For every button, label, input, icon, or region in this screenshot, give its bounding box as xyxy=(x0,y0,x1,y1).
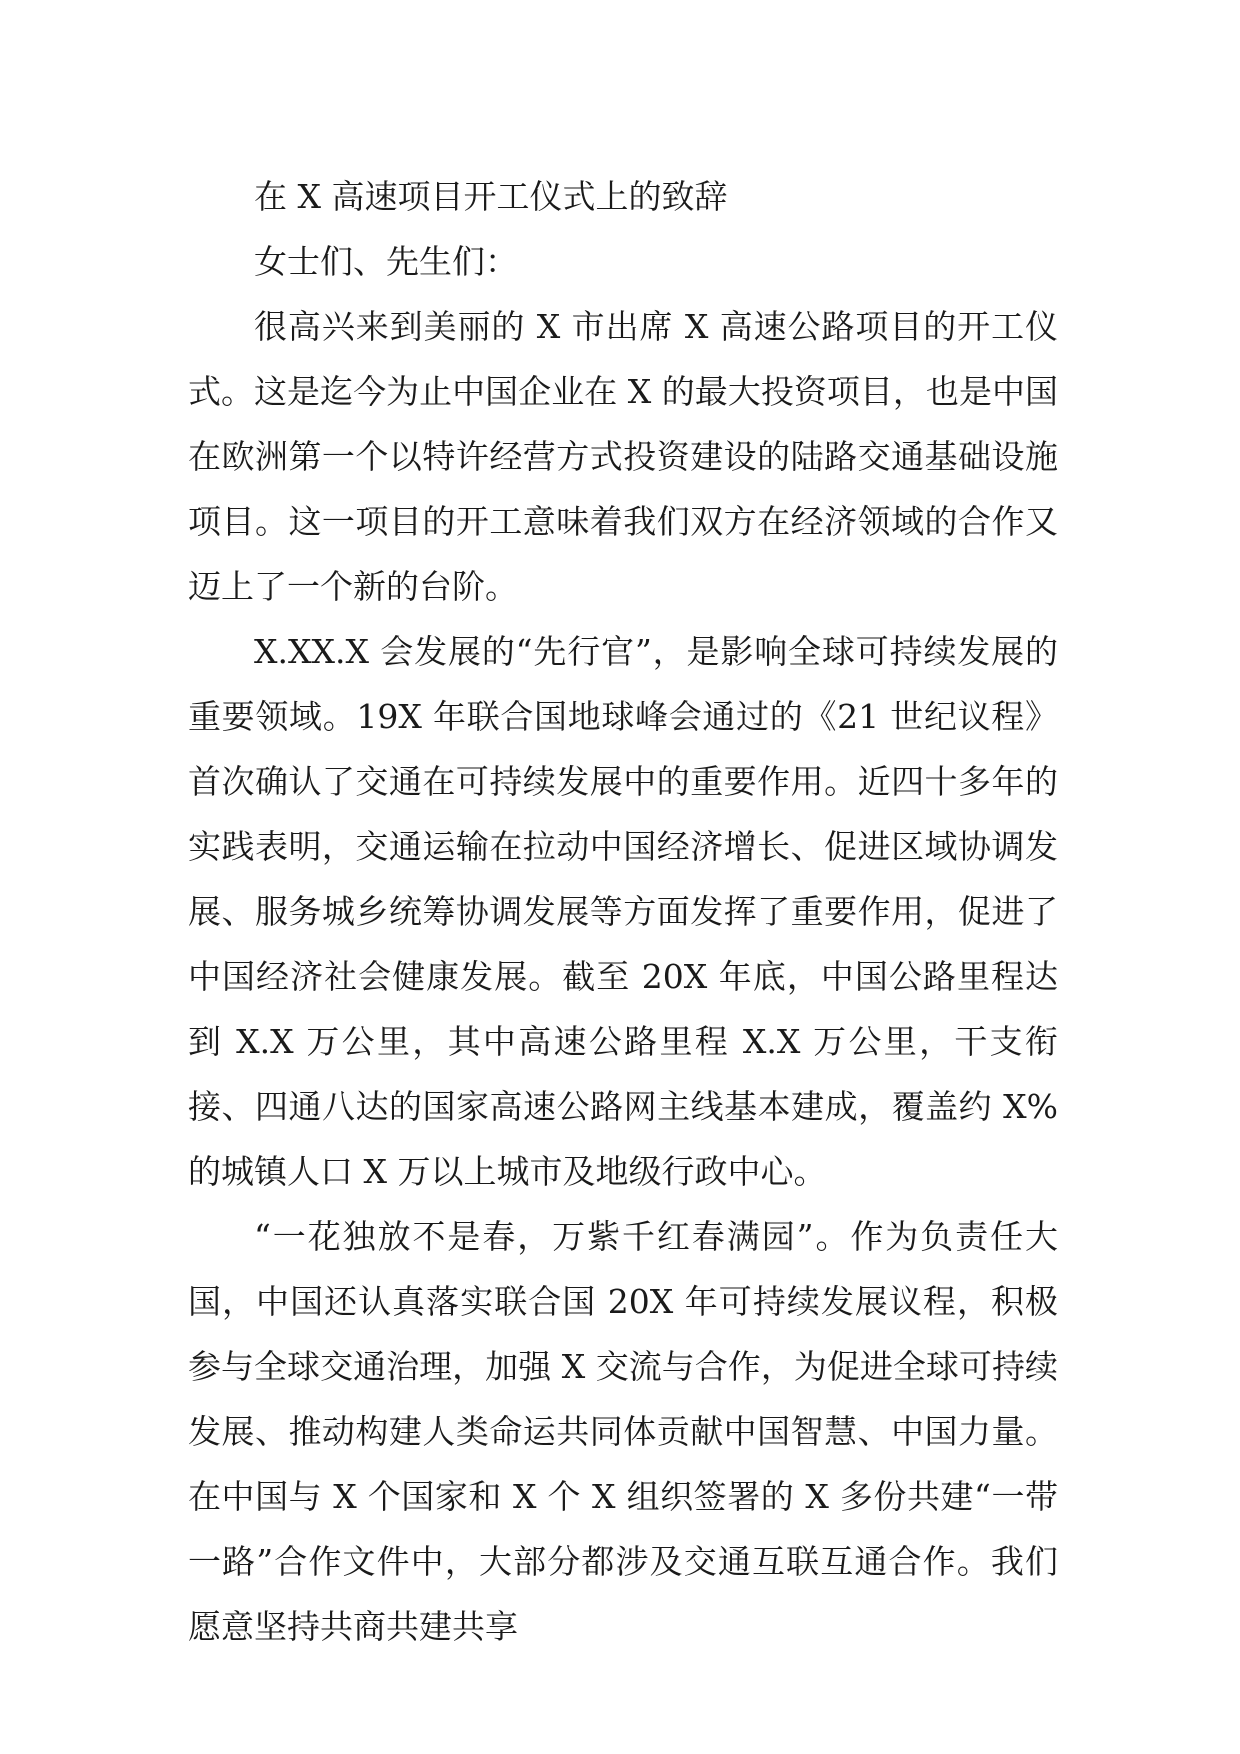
salutation: 女士们、先生们： xyxy=(254,242,518,281)
paragraph-2: X.XX.X 会发展的“先行官”，是影响全球可持续发展的重要领域。19X 年联合国地球峰会通过的《21 世纪议程》首次确认了交通在可持续发展中的重要作用。近四十多年的实践表明，交通运输在拉动中国经济增长、促进区域协调发展、服务城乡统筹协调发展等方面发挥了重要作用，促进了中国经济社会健康发展。截至 20X 年底，中国公路里程达到 X.X 万公里，其中高速公路里程 X.X 万公里，干支衔接、四通八达的国家高速公路网主线基本建成，覆盖约 X%的城镇人口 X 万以上城市及地级行政中心。 xyxy=(188,632,1058,1191)
paragraph-3: “一花独放不是春，万紫千红春满园”。作为负责任大国，中国还认真落实联合国 20X 年可持续发展议程，积极参与全球交通治理，加强 X 交流与合作，为促进全球可持续发展、推动构建人类命运共同体贡献中国智慧、中国力量。在中国与 X 个国家和 X 个 X 组织签署的 X 多份共建“一带一路”合作文件中，大部分都涉及交通互联互通合作。我们愿意坚持共商共建共享 xyxy=(188,1217,1058,1646)
document-title: 在 X 高速项目开工仪式上的致辞 xyxy=(254,177,728,216)
paragraph-1: 很高兴来到美丽的 X 市出席 X 高速公路项目的开工仪式。这是迄今为止中国企业在 X 的最大投资项目，也是中国在欧洲第一个以特许经营方式投资建设的陆路交通基础设施项目。这一项目的开工意味着我们双方在经济领域的合作又迈上了一个新的台阶。 xyxy=(188,307,1058,606)
document-body xyxy=(188,164,1058,1659)
